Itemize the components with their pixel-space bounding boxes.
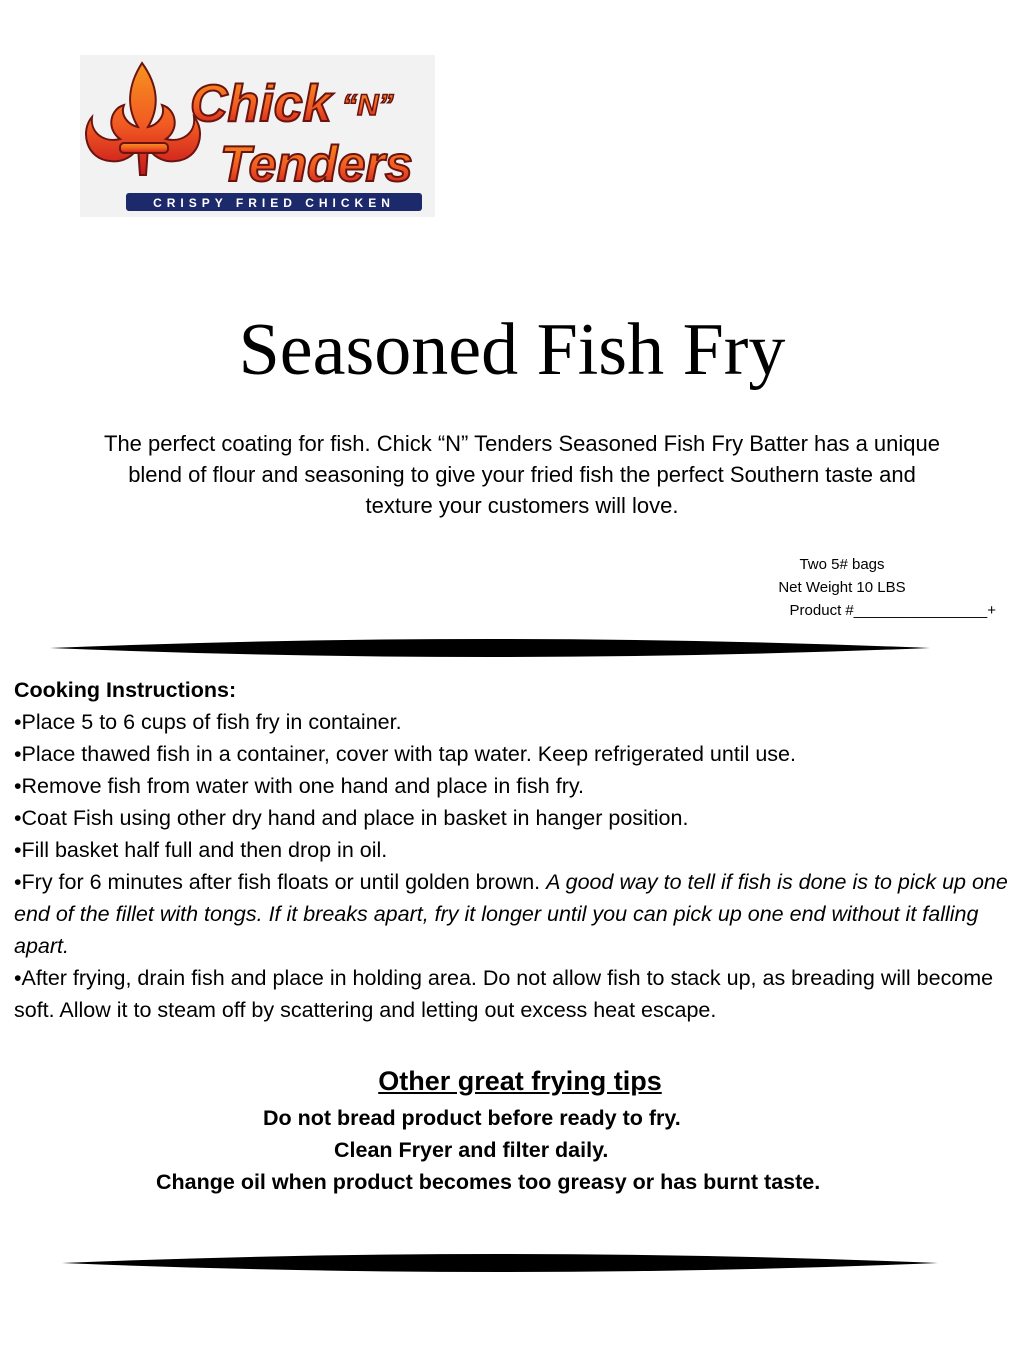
cooking-step-text: •Remove fish from water with one hand and place in fish fry. [14, 774, 584, 798]
cooking-step [14, 802, 1014, 834]
fleur-de-lis-icon [86, 63, 200, 175]
product-specs [682, 553, 1002, 622]
cooking-step [14, 866, 1014, 962]
cooking-step-text: •After frying, drain fish and place in holding area. Do not allow fish to stack up, as breading will become soft. Allow it to steam off by scattering and letting out excess heat escape. [14, 966, 994, 1022]
cooking-heading: Cooking Instructions: [14, 678, 237, 702]
logo-brand-mark: “N” [342, 89, 394, 122]
logo-artwork [80, 55, 435, 217]
cooking-step-text: •Coat Fish using other dry hand and place in basket in hanger position. [14, 806, 689, 830]
cooking-step-text: •Fill basket half full and then drop in oil. [14, 838, 388, 862]
cooking-instructions [14, 674, 1014, 1026]
cooking-step-tip: A good way to tell if fish is done is to pick up one end of the fillet with tongs. If it breaks apart, fry it longer until you can pick up one end without it falling apart. [14, 870, 1008, 958]
tip-item: Change oil when product becomes too greasy or has burnt taste. [156, 1170, 821, 1194]
cooking-step-text: •Place 5 to 6 cups of fish fry in container. [14, 710, 402, 734]
logo-brand-line2: Tenders [220, 136, 413, 192]
cooking-step [14, 770, 1014, 802]
logo-tagline-banner [126, 193, 422, 211]
cooking-steps [14, 706, 1014, 1026]
cooking-step [14, 706, 1014, 738]
tip-item: Clean Fryer and filter daily. [334, 1138, 609, 1162]
cooking-step [14, 962, 1014, 1026]
cooking-step-text: •Place thawed fish in a container, cover with tap water. Keep refrigerated until use. [14, 742, 796, 766]
product-number: Product #________________+ [789, 602, 996, 619]
brand-logo [80, 55, 435, 217]
top-divider [50, 636, 930, 660]
net-weight: Net Weight 10 LBS [778, 579, 906, 596]
cooking-step-text: •Fry for 6 minutes after fish floats or until golden brown. [14, 870, 547, 894]
bottom-divider [62, 1251, 938, 1275]
cooking-step [14, 834, 1014, 866]
cooking-step [14, 738, 1014, 770]
page-title: Seasoned Fish Fry [238, 309, 786, 391]
tip-item: Do not bread product before ready to fry. [263, 1106, 681, 1130]
logo-brand-line1: Chick [190, 75, 332, 133]
logo-tagline: CRISPY FRIED CHICKEN [153, 196, 395, 210]
product-description: The perfect coating for fish. Chick “N” Tenders Seasoned Fish Fry Batter has a unique blend of flour and seasoning to give your fried fish the perfect Southern taste and texture your customers will love. [104, 431, 940, 518]
bag-count: Two 5# bags [799, 556, 885, 573]
tips-title: Other great frying tips [378, 1066, 662, 1096]
